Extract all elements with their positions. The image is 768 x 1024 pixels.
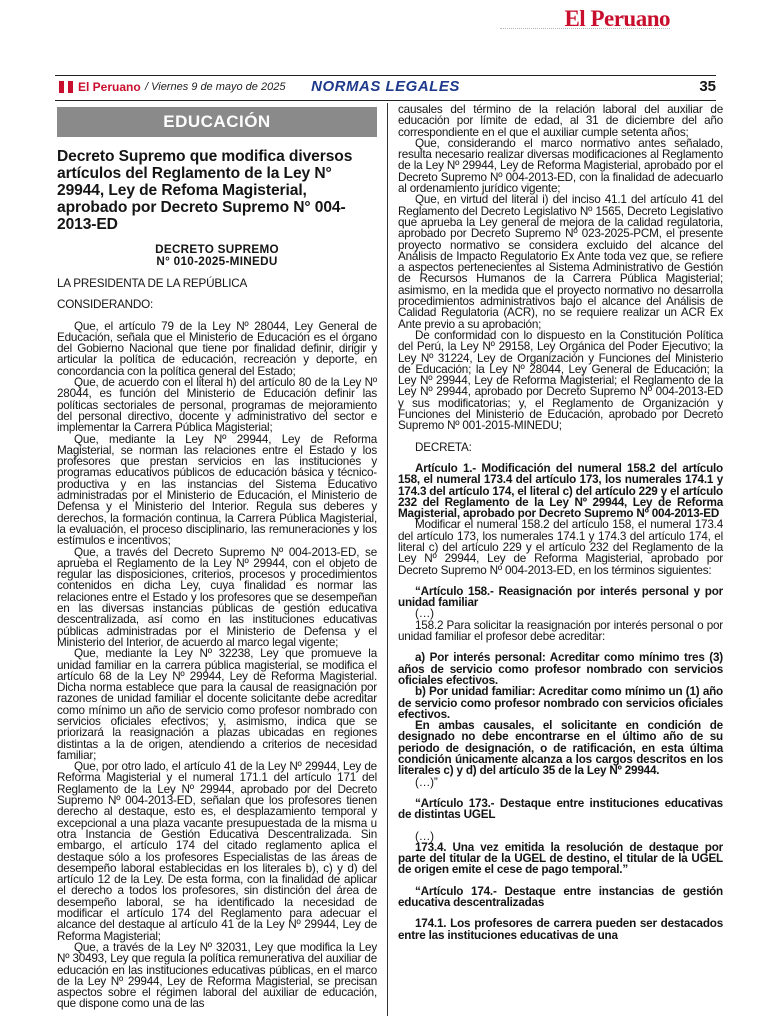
article-158-heading: “Artículo 158.- Reasignación por interés personal y por unidad familiar bbox=[398, 584, 723, 610]
paragraph: 158.2 Para solicitar la reasignación por interés personal o por unidad familiar el profesor debe acreditar: bbox=[398, 618, 723, 644]
header-top-rule bbox=[55, 75, 716, 76]
decreta-label: DECRETA: bbox=[415, 440, 472, 454]
section-banner: EDUCACIÓN bbox=[57, 107, 377, 137]
right-column bbox=[398, 104, 723, 941]
page-header bbox=[55, 78, 716, 100]
considerando-label: CONSIDERANDO: bbox=[57, 298, 154, 312]
decree-number: N° 010-2025-MINEDU bbox=[156, 255, 278, 268]
paragraph: Que, considerando el marco normativo antes señalado, resulta necesario realizar diversas modificaciones al Reglamento de la Ley Nº 29944, Ley de Reforma Magisterial, aprobado por el Decreto Supremo Nº 004-2013-ED, con la finalidad de adecuarlo al ordenamiento jurídico vigente; bbox=[398, 136, 723, 196]
ellipsis: (…)” bbox=[415, 775, 438, 789]
list-item: b) Por unidad familiar: Acreditar como mínimo un (1) año de servicio como profesor nombrado con servicios oficiales efectivos. bbox=[398, 685, 723, 721]
paragraph: Que, por otro lado, el artículo 41 de la Ley Nº 29944, Ley de Reforma Magisterial y el numeral 171.1 del artículo 171 del Reglamento de la Ley Nº 29944, aprobado por del Decreto Supremo Nº 004-2013-ED, señalan que los profesores tienen derecho al destaque, esto es, el desplazamiento temporal y excepcional a una plaza vacante presupuestada de la misma u otra Instancia de Gestión Educativa Descentralizada. Sin embargo, el artículo 174 del citado reglamento aplica el destaque sólo a los profesores Especialistas de las áreas de desempeño laboral establecidas en los literales b), c) y d) del artículo 12 de la Ley. De esta forma, con la finalidad de aplicar el derecho a todos los profesores, sin distinción del área de desempeño laboral, se ha identificado la necesidad de modificar el artículo 174 del Reglamento para adecuar el alcance del destaque al artículo 41 de la Ley Nº 29944, Ley de Reforma Magisterial; bbox=[57, 760, 377, 943]
page-number: 35 bbox=[699, 78, 716, 95]
paragraph: Que, mediante la Ley Nº 29944, Ley de Reforma Magisterial, se norman las relaciones entre el Estado y los profesores que prestan servicios en las instituciones y programas educativos públicos de educación básica y técnico-productiva y en las instancias del Sistema Educativo administradas por el Ministerio de Educación, el Ministerio de Defensa y el Ministerio del Interior. Regula sus deberes y derechos, la formación continua, la Carrera Pública Magisterial, la evaluación, el proceso disciplinario, las remuneraciones y los estímulos e incentivos; bbox=[57, 432, 377, 548]
ellipsis: (…) bbox=[415, 607, 434, 621]
paragraph: causales del término de la relación laboral del auxiliar de educación por límite de edad, al 31 de diciembre del año correspondiente en el que el auxiliar cumple setenta años; bbox=[398, 103, 723, 139]
masthead-tagline-rule bbox=[500, 28, 670, 32]
paragraph: De conformidad con lo dispuesto en la Constitución Política del Perú, la Ley Nº 29158, Ley Orgánica del Poder Ejecutivo; la Ley Nº 31224, Ley de Organización y Funciones del Ministerio de Educación; la Ley Nº 28044, Ley General de Educación; la Ley Nº 29944, Ley de Reforma Magisterial; el Reglamento de la Ley Nº 29944, aprobado por Decreto Supremo Nº 004-2013-ED y sus modificatorias; y, el Reglamento de Organización y Funciones del Ministerio de Educación, aprobado por Decreto Supremo Nº 001-2015-MINEDU; bbox=[398, 328, 723, 433]
article-1-heading: Artículo 1.- Modificación del numeral 158.2 del artículo 158, el numeral 173.4 del artículo 173, los numerales 174.1 y 174.3 del artículo 174, el literal c) del artículo 229 y el artículo 232 del Reglamento de la Ley Nº 29944, Ley de Reforma Magisterial, aprobado por Decreto Supremo Nº 004-2013-ED bbox=[398, 461, 723, 521]
paragraph: Que, a través de la Ley Nº 32031, Ley que modifica la Ley Nº 30493, Ley que regula la política remunerativa del auxiliar de educación en las instituciones educativas públicas, en el marco de la Ley Nº 29944, Ley de Reforma Magisterial, se precisan aspectos sobre el régimen laboral del auxiliar de educación, que dispone como una de las bbox=[57, 940, 377, 1011]
newspaper-masthead: El Peruano bbox=[564, 6, 670, 31]
section-title: NORMAS LEGALES bbox=[311, 78, 460, 95]
paragraph: Que, mediante la Ley Nº 32238, Ley que promueve la unidad familiar en la carrera pública magisterial, se modifica el artículo 68 de la Ley Nº 29944, Ley de Reforma Magisterial. Dicha norma establece que para la causal de reasignación por razones de unidad familiar el docente solicitante debe acreditar como mínimo un año de servicio como profesor nombrado con servicios oficiales efectivos; y, asimismo, indica que se priorizará la reasignación a plazas ubicadas en regiones distintas a la de origen, atendiendo a criterios de necesidad familiar; bbox=[57, 647, 377, 762]
decree-type: DECRETO SUPREMO bbox=[155, 243, 279, 256]
paragraph: Modificar el numeral 158.2 del artículo 158, el numeral 173.4 del artículo 173, los numerales 174.1 y 174.3 del artículo 174, el literal c) del artículo 229 y el artículo 232 del Reglamento de la Ley Nº 29944, Ley de Reforma Magisterial, aprobado por Decreto Supremo Nº 004-2013-ED, en los términos siguientes: bbox=[398, 518, 723, 577]
list-item: a) Por interés personal: Acreditar como mínimo tres (3) años de servicio como profesor nombrado con servicios oficiales efectivos. bbox=[398, 651, 723, 687]
paragraph: Que, en virtud del literal i) del inciso 41.1 del artículo 41 del Reglamento del Decreto Legislativo Nº 1565, Decreto Legislativo que aprueba la Ley general de mejora de la calidad regulatoria, aprobado por Decreto Supremo Nº 023-2025-PCM, el presente proyecto normativo se considera excluido del alcance del Análisis de Impacto Regulatorio Ex Ante toda vez que, se refiere a aspectos pertenecientes al Sistema Administrativo de Gestión de Recursos Humanos de la Carrera Pública Magisterial; asimismo, en la medida que el proyecto normativo no desarrolla procedimientos administrativos bajo el alcance del Análisis de Calidad Regulatoria (ACR), no se requiere realizar un ACR Ex Ante previo a su aprobación; bbox=[398, 193, 723, 331]
header-brand: El Peruano bbox=[78, 80, 141, 94]
article-174-heading: “Artículo 174.- Destaque entre instancias de gestión educativa descentralizadas bbox=[398, 884, 723, 909]
column-divider bbox=[387, 103, 388, 1016]
paragraph: En ambas causales, el solicitante en condición de designado no debe encontrarse en el último año de su periodo de designación, o de ratificación, en esta última condición únicamente alcanza a los cargos descritos en los literales c) y d) del artículo 35 de la Ley Nº 29944. bbox=[398, 719, 723, 778]
president-line: LA PRESIDENTA DE LA REPÚBLICA bbox=[57, 277, 248, 290]
header-bottom-rule bbox=[55, 100, 716, 101]
decree-heading bbox=[57, 244, 377, 268]
header-dateline: / Viernes 9 de mayo de 2025 bbox=[145, 81, 286, 93]
paragraph: 173.4. Una vez emitida la resolución de destaque por parte del titular de la UGEL de destino, el titular de la UGEL de origen emite el cese de pago temporal.” bbox=[398, 840, 723, 877]
left-column bbox=[57, 104, 377, 1010]
paragraph: Que, el artículo 79 de la Ley Nº 28044, Ley General de Educación, señala que el Ministerio de Educación es el órgano del Gobierno Nacional que tiene por finalidad definir, dirigir y articular la política de educación, recreación y deporte, en concordancia con la política general del Estado; bbox=[57, 319, 377, 378]
article-173-heading: “Artículo 173.- Destaque entre instituciones educativas de distintas UGEL bbox=[398, 796, 723, 822]
paragraph: Que, de acuerdo con el literal h) del artículo 80 de la Ley Nº 28044, es función del Ministerio de Educación definir las políticas sectoriales de personal, programas de mejoramiento del personal directivo, docente y administrativo del sector e implementar la Carrera Pública Magisterial; bbox=[57, 376, 377, 435]
ellipsis: (…) bbox=[415, 829, 434, 843]
paragraph: 174.1. Los profesores de carrera pueden ser destacados entre las instituciones educativas de una bbox=[398, 917, 723, 942]
article-title: Decreto Supremo que modifica diversos artículos del Reglamento de la Ley N° 29944, Ley de Refoma Magisterial, aprobado por Decreto Supremo N° 004-2013-ED bbox=[57, 148, 353, 233]
paragraph: Que, a través del Decreto Supremo Nº 004-2013-ED, se aprueba el Reglamento de la Ley Nº 29944, con el objeto de regular las disposiciones, criterios, procesos y procedimientos contenidos en dicha Ley, cuya finalidad es normar las relaciones entre el Estado y los profesores que se desempeñan en las diversas instancias públicas de gestión educativa descentralizada, así como en las instituciones educativas públicas administradas por el Ministerio de Defensa y el Ministerio del Interior, de acuerdo al marco legal vigente; bbox=[57, 545, 377, 649]
